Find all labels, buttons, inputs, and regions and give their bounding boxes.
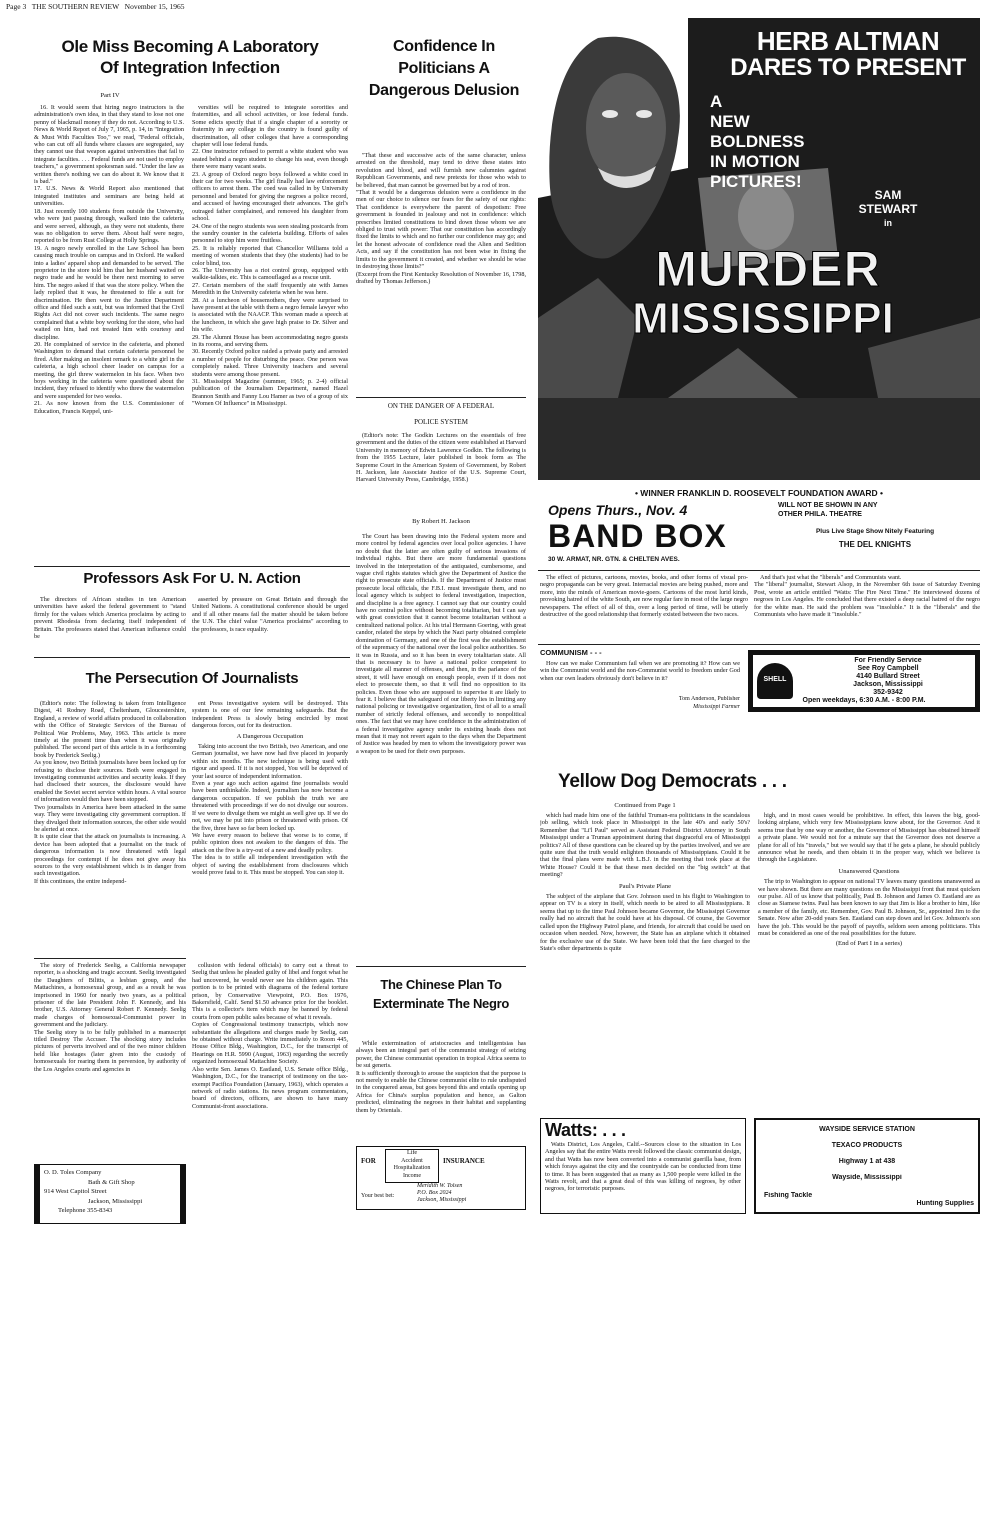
toles-ad [34,1164,186,1224]
toles-ad-text [44,1168,182,1222]
persecution-column-1 [34,700,186,952]
text-block: which had made him one of the faithful Truman-era politicians in the scandalous job selling, which took place in Mississippi in the late 40's and early 50's? Remember that "Li'l Paul" served as Assistant Federal District Attorney in South Mississippi under a Truman appointment during that disgraceful era of Mississippi politics? All of these questions can be cleared up by the parties involved, and we are quite sure that the truth would enlighten thousands of Mississippians. Could it be that the final plans were made with L.B.J. in the meeting that took place at the White House? Could it be that these men decided on the "big switch" at that meeting? [540,812,750,879]
insurance-agent [417,1183,517,1209]
confidence-body [356,152,526,392]
headline-confidence: Confidence In Politicians A Dangerous Delusion [368,38,520,99]
insurance-ad [356,1146,526,1210]
text-block: While extermination of aristocracies and intelligentsias has always been an integral part of the communist strategy of seizing power, the Chinese communist operation in tropical Africa seems to be sui generis. It is sufficiently thorough to arouse the suspicion that the purpose is not merely to enable the Chinese communist elite to rule undisputed in the conquered areas, but goes beyond this and entails opening up Africa for China's surplus population and hence, as Galton predicted, eliminating the negroes in their habitat and supplanting them by Orientals. [356,1040,526,1114]
divider [538,570,980,571]
text-block: Taking into account the two British, two American, and one German journalist, we have now had five placed in jeopardy within six months. The new technique is being used with rigour and speed. If it is not stopped, You will be deprived of your last source of independent information. Even a year ago such action against fine journalists would have been unthinkable. Indeed, journalism has now become a dangerous occupation. If we publish the truth we are threatened with proceedings if we do not divulge our sources. If we were to divulge them we might as well give up. If we do not, we may be put into prison or threatened with prison. Of the five, three have so far been locked up. We have every reason to believe that worse is to come, if public opinion does not awaken to the dangers of this. The attack on the five is a try-out of a new and deadly policy. The idea is to stifle all independent investigation with the object of saving the establishment from disclosures which would prove fatal to it. This must be stopped. You can stop it. [192,743,348,876]
movie-ad [538,18,980,480]
toles-phone: Telephone 355-8343 [58,1207,113,1214]
ole-miss-column-1 [34,104,184,561]
wayside-texaco: TEXACO PRODUCTS [831,1142,903,1149]
danger-body [356,533,526,965]
shell-ad [748,650,980,712]
movie-headline-1: HERB ALTMAN [756,26,940,56]
shell-friendly: For Friendly Service [854,657,922,664]
insurance-agent-city: Jackson, Mississippi [417,1197,467,1203]
text-block: How can we make Communism fail when we are promoting it? How can we win the Communist world and the non-Communist world to freedom under God when our own leaders obviously don't believe in it? [540,660,740,682]
wayside-ad [754,1118,980,1214]
headline-danger: ON THE DANGER OF A FEDERAL [387,402,495,410]
shell-phone: 352-9342 [873,689,903,696]
insurance-agent-name: Meridith W. Tolsen [417,1183,463,1189]
divider [356,397,526,398]
insurance-best-bet: Your best bet: [361,1193,395,1199]
signature-publication: Mississippi Farmer [693,703,740,710]
not-shown-line-1: WILL NOT BE SHOWN IN ANY [778,502,878,509]
divider [34,657,350,658]
headline-persecution: The Persecution Of Journalists [85,670,299,687]
shell-hours: Open weekdays, 6:30 A.M. - 8:00 P.M. [802,697,926,704]
text-block: asserted by pressure on Great Britain and through the United Nations. A constitutional conference should be urged and if all other means fail the matter should be taken before the U.N. The chief value "America proclaims" according to the professors, is race equality. [192,596,348,633]
danger-note [356,432,526,514]
wayside-station: WAYSIDE SERVICE STATION [819,1126,915,1133]
tagline-boldness: BOLDNESS [710,132,805,151]
text-block: The effect of pictures, cartoons, movies, books, and other forms of visual pro-negro propaganda can be very great. Interracial movies are being pushed, more and more, into the minds of American movie-goers. Cartoons of the most lurid kinds, provoking hatred of the white South, are now regular fare in most of the large negro newspapers. The effect of all of this, over a long period of time, will be utterly destructive of the good relationship that formerly existed between the two races. [540,574,748,619]
text-block: Watts District, Los Angeles, Calif.--Sources close to the situation in Los Angeles say that the entire Watts revolt followed the classic communist design, and that Watts has now been converted into a communist guerilla base, from which forays against the city and the countryside can be conducted from time to time. It has been suggested that as many as 1,500 people were killed in the Watts revolt, and that a great deal of this was killing of negroes, by other negroes, for terroristic purposes. [545,1141,741,1193]
text-block: collusion with federal officials) to carry out a threat to Seelig that unless he pleaded guilty of libel and forgot what he had uncovered, he would never see his children again. This portion is to be printed with diagrams of the federal torture prison, by Conservative Viewpoint, P.O. Box 1976, Bakersfield, Calif. Send $1.50 advance price for the booklet. This is a collector's item which may be banned by federal courts from open public sales because of what it reveals. Copies of Congressional testimony transcripts, which now substantiate the allegations and charges made by Seelig, can be obtained without charge. Write immediately to Room 445, House Office Bldg., Washington, D.C., for the transcript of Hearings on H.R. 5990 (August, 1963) regarding the secretly organized homosexual Mattachine Society. Also write Sen. James O. Eastland, U.S. Senate office Bldg., Washington, D.C., for the transcript of testimony on the tax-exempt Pacifica Foundation (January, 1963), which operates a network of radio stations. Its news program commentators, board of directors, officers, are shown to have many Communist-front associations. [192,962,348,1110]
communism-headline: COMMUNISM - - - [540,648,602,657]
persecution-column-2 [192,700,348,956]
movie-tagline [710,92,870,202]
professors-column-1 [34,596,186,654]
communism-body [540,660,740,694]
movie-title-1: MURDER [655,241,881,296]
tagline-a: A [710,92,723,111]
ole-miss-column-2 [192,104,348,629]
movie-band: THE DEL KNIGHTS [838,540,912,549]
shell-logo [757,663,793,699]
effect-column-1 [540,574,748,642]
not-shown-line-2: OTHER PHILA. THEATRE [778,510,862,518]
movie-star [838,188,938,240]
star-first-name: SAM [874,188,902,202]
masthead: Page 3 THE SOUTHERN REVIEW November 15, 1965 [6,2,185,11]
divider [356,966,526,967]
toles-city: Jackson, Mississippi [88,1197,143,1205]
insurance-income: Income [403,1172,421,1179]
divider [538,644,980,645]
tagline-in-motion: IN MOTION [710,152,800,171]
insurance-accident: Accident [401,1157,423,1164]
text-block: The trip to Washington to appear on national TV leaves many questions unanswered as we have shown. But there are many questions on the Mississippi front that must quicken our pulse. All of us know that politically, Paul B. Johnson and James O. Eastland are as close as Siamese twins. Paul has been known to say that Jim is like a brother to him, like a member of the family, etc. Remember, Gov. Paul B. Johnson, Sr., appointed Jim to the Senate. Now after 20-odd years Sen. Eastland can step down and let Gov. Johnson's son have the job. This would be the payoff of payoffs, seldom seen among politicians. This must be considered as one of the real possibilities for the future. [758,878,980,938]
insurance-life: Life [407,1150,417,1156]
headline-professors: Professors Ask For U. N. Action [83,570,301,587]
text-block: (Editor's note: The Godkin Lectures on the essentials of free government and the duties of the citizen were established at Harvard University in memory of Edwin Lawrence Godkin. The following is from the 1955 Lecture, later published in book form as The Supreme Court in the American System of Government, by Robert H. Jackson, late Associate Justice of the U.S. Supreme Court, Harvard University Press, Cambridge, 1958.) [356,432,526,484]
end-of-part: (End of Part I in a series) [835,939,903,947]
chinese-body [356,1040,526,1140]
movie-opens: Opens Thurs., Nov. 4 [548,502,688,518]
text-block: The directors of African studies in ten American universities have asked the federal government to "stand firmly for the values which America proclaims by acting to prevent Rhodesia from declaring itself independent of Britain. The professors stated that American influence could be [34,596,186,641]
headline-ole-miss: Ole Miss Becoming A Laboratory Of Integration Infection [61,37,319,77]
wayside-highway: Highway 1 at 438 [838,1158,896,1165]
wayside-hunting: Hunting Supplies [916,1200,974,1207]
seelig-column-1 [34,962,186,1162]
byline-jackson: By Robert H. Jackson [412,518,470,525]
tagline-pictures: PICTURES! [710,172,802,191]
text-block: (Editor's note: The following is taken from Intelligence Digest, 41 Rodney Road, Cheltenham, Gloucestershire, England, a review of world affairs produced in collaboration with the Office of Strategic Services of the Bureau of Political War Problems, May, 1963. This article is more timely at the present time than when it was originally published. The second part of this article is in a forthcoming book by Frederick Seelig.) As you know, two British journalists have been locked up for refusing to disclose their sources. Both were engaged in investigating communist activities and security leaks. If they had disclosed their sources, the disclosure would have enabled the Soviet secret service within hours. A vital source of information would then have been stopped. Two journalists in America have been attacked in the same way. They were investigating city government corruption. If they divulged their information sources, the other side would be alerted at once. It is quite clear that the attack on journalists is increasing. A device has been adopted that a journalist on the track of dangerous information is now threatened with legal proceedings for contempt if he does not give away his sources to the very establishment which is in danger from such investigation. If this continues, the entire independ- [34,700,186,885]
movie-not-shown [778,502,978,522]
star-in: in [884,218,892,228]
star-last-name: STEWART [858,202,918,216]
movie-headline-2: DARES TO PRESENT [730,54,966,81]
watts-box [540,1118,746,1214]
insurance-label: INSURANCE [443,1157,485,1165]
signature-name: Tom Anderson, Publisher [678,696,740,702]
toles-company: O. D. Toles Company [44,1169,102,1176]
part-label: Part IV [100,92,120,99]
theater-address: 30 W. ARMAT, NR. GTN. & CHELTEN AVES. [548,556,680,563]
headline-chinese: The Chinese Plan To Exterminate The Negro [372,977,509,1011]
insurance-agent-box: P.O. Box 2024 [417,1190,452,1196]
toles-shop: Bath & Gift Shop [88,1178,135,1186]
continued-from: Continued from Page 1 [614,802,676,809]
shell-logo-text: SHELL [763,676,787,683]
insurance-types [385,1149,439,1183]
text-block: ent Press investigative system will be destroyed. This system is one of our few remaining safeguards. But the independent Press is slowly being encircled by most dangerous forces, out for its destruction. [192,700,348,730]
text-block: The story of Frederick Seelig, a California newspaper reporter, is a shocking and tragic account. Seelig investigated the Daughters of Bilitis, a lesbian group, and the Mattachines, a homosexual group, and as a result he was imprisoned in 1960 for nearly two years, as a political prisoner of the late President John F. Kennedy, and his brother, U.S. Attorney General Robert F. Kennedy. Seelig made charges of homosexual-Communist power in government and the judiciary. The Seelig story is to be fully published in a manuscript titled Destroy The Accuser. The shocking story includes pictures of perverts involved and of the two minor children held like hostages (later given into the custody of homosexuals for rearing them in perversion, by authority of the Los Angeles courts and agencies in [34,962,186,1073]
wayside-fishing: Fishing Tackle [764,1192,813,1199]
movie-title-2: MISSISSIPPI [632,294,894,343]
movie-award: • WINNER FRANKLIN D. ROOSEVELT FOUNDATION AWARD • [634,488,884,498]
shell-street: 4140 Bullard Street [856,673,920,680]
subhead-unanswered: Unanswered Questions [838,867,900,875]
effect-column-2 [754,574,980,642]
text-block: 16. It would seem that hiring negro instructors is the administration's own idea, in that they stand to lose not one penny of blackmail money if they do not. According to U.S. News & World Report of July 7, 1965, p. 14, in "Integration & Must With Faculties Too," we read, "Federal officials, who can cut off all funds where classes are segregated, say they cannot use that weapon against universities that fail to integrate faculties. . . . Federal funds are not used to employ teachers," a government spokesman said. "Under the law as written there's nothing we can do about it. We know that it is bad." 17. U.S. News & World Report also mentioned that integrated institutes and seminars are being held at universities. 18. Just recently 100 students from outside the University, who were just passing through, walked into the cafeteria and were served, although, as they were not students, there was no obligation to serve them. About half were negro, reported to be from Rust College at Holly Springs. 19. A negro newly enrolled in the Law School has been causing much trouble on campus and in Oxford. He walked into a ladies' apparel shop and demanded to be served. The proprietor in the store told him that her husband waited on negro trade and he would be there next morning to serve him. The negro asked if that was the store policy. When the lady replied that it was, he threatened to file a suit for discrimination. He then went to the Justice Department office and filed such a suit, but was informed that the Civil Rights Act did not cover such incidents. The same negro complained that a white boy working for the store, who had waited on him, had not treated him with courtesy and discipline. 20. He complained of service in the cafeteria, and phoned Washington to demand that certain cafeteria personnel be fired. After making an insolent remark to a white girl in the cafeteria, a high school cheer leader on campus for a meeting, the girl threw watermelon in his face. When two boys working in the cafeteria were questioned about the incident, they refused to identify who threw the watermelon and were suspended for two weeks. 21. As now known from the U.S. Commissioner of Education, Francis Keppel, uni- [34,104,184,415]
subhead-private-plane: Paul's Private Plane [618,882,672,890]
watts-body [545,1141,741,1213]
text-block: versities will be required to integrate sororities and fraternities, and all school activities, or lose federal funds. Some edicts specify that if a single chapter of a sorority or fraternity in any college in the country is found guilty of discrimination, all other colleges that have a corresponding chapter will lose federal funds. 22. One instructor refused to permit a white student who was seated behind a negro student to change his seat, even though there were many vacant seats. 23. A group of Oxford negro boys followed a white coed in their car for two weeks. The girl finally had law enforcement officers to arrest them. The coed was called in by University personnel and berated for giving the negroes a police record, and accused of having encouraged their advances. The girl's outraged father complained, and removed his daughter from school. 24. One of the negro students was seen stealing postcards from the sundry counter in the cafeteria building. Efforts of sales personnel to stop him were fruitless. 25. It is reliably reported that Chancellor Williams told a meeting of women students that they (the students) had to be color blind, too. 26. The University has a riot control group, equipped with walkie-talkies, etc. This is camouflaged as a rescue unit. 27. Certain members of the staff frequently ate with James Meredith in the University cafeteria when he was here. 28. At a luncheon of housemothers, they were surprised to have present at the table with them a negro female lawyer who is associated with the NAACP. This woman made a speech at the luncheon, in which she gave high praise to Dr. Silver and his wife. 29. The Alumni House has been accommodating negro guests in its rooms, and serving them. 30. Recently Oxford police raided a private party and arrested a number of people for disturbing the peace. One person was completely naked. Three University teachers and several students were among those present. 31. Mississippi Magazine (summer, 1965; p. 2-4) official publication of the Journalism Department, named Hazel Brannon Smith and Fanny Lou Hamer as two of a group of six "Women Of Influence" in Mississippi. [192,104,348,408]
wayside-city: Wayside, Mississippi [832,1174,902,1181]
toles-street: 914 West Capitol Street [44,1188,107,1195]
seelig-column-2 [192,962,348,1210]
communism-signature [600,696,740,714]
movie-plus: Plus Live Stage Show Nitely Featuring [815,528,935,535]
text-block: "That these and successive acts of the same character, unless arrested on the threshold, may tend to drive these states into revolution and blood, and will furnish new calumnies against Republican Governments, and new pretexts for those who wish to be believed, that man cannot be governed but by a rod of iron. "That it would be a dangerous delusion were a confidence in the men of our choice to silence our fears for the safety of our rights: That confidence is everywhere the parent of despotism: Free government is founded in jealousy and not in confidence: which prescribes limited constitutions to bind down those whom we are obliged to trust with power: That our constitution has accordingly fixed the limits to which and no further our confidence may go; and let the honest advocate of confidence read the Alien and Sedition Acts, and say if the constitution has not been wise in fixing the limits to the government it created, and whether we should be wise in destroying those limits?" (Excerpt from the First Kentucky Resolution of November 16, 1798, drafted by Thomas Jefferson.) [356,152,526,285]
text-block: And that's just what the "liberals" and Communists want. The "liberal" journalist, Stewart Alsop, in the November 6th issue of Saturday Evening Post, wrote an article entitled "Watts: The Fire Next Time." He interviewed dozens of negroes in Los Angeles. He concluded that there existed a deep racial hatred of the negro for the white man. He said the problem was "insoluble." It is the "liberals" and the Communists who have made it "insoluble." [754,574,980,619]
shell-city: Jackson, Mississippi [853,681,923,688]
insurance-hospitalization: Hospitalization [393,1165,431,1171]
shell-see: See Roy Campbell [857,665,919,672]
subhead-dangerous-occupation: A Dangerous Occupation [236,732,304,740]
theater-name: BAND BOX [548,518,727,554]
divider [34,566,350,567]
headline-watts: Watts: . . . [545,1120,626,1140]
headline-yellow-dog: Yellow Dog Democrats . . . [558,771,787,792]
yellow-dog-column-2 [758,812,980,1112]
text-block: The subject of the airplane that Gov. Johnson used in his flight to Washington to appear on TV is a story in itself, which needs to be aired to all Mississippians. It seems that up to the time Paul Johnson became Governor, the Mississippi Governor really had no aircraft that he could have at his disposal. Of course, the Governor called upon the Highway Patrol plane, and friends, for aircraft that could be used on occasion when needed. Now, however, the State has an airplane which it obtained for the exclusive use of the State. We have been told that the fare charged to the State's other departments is quite [540,893,750,952]
headline-danger-2: POLICE SYSTEM [414,418,468,426]
text-block: high, and in most cases would be prohibitive. In effect, this leaves the big, good-looking airplane, which very few Mississippians know about, for the Governor. And it seems true that by one way or another, the Governor of Mississippi has obtained himself a private plane. We would not for a minute say that the Governor does not deserve a plane for all of his "travels," but we would say that if he gets a plane, he should publicly announce what he needs, and then obtain it in the proper way, which we believe is through the Legislature. [758,812,980,864]
insurance-for: FOR [361,1157,376,1165]
tagline-new: NEW [710,112,750,131]
divider [34,958,186,959]
professors-column-2 [192,596,348,654]
text-block: The Court has been drawing into the Federal system more and more control by federal agencies over local police agencies. I have no doubt that the latter are often guilty of serious invasions of individual rights. But there are more fundamental questions involved in the interpretation of the antiquated, cumbersome, and vague civil rights statutes which give the Department of Justice the right to prosecute state officials. If the Department of Justice must prosecute local officials, the F.B.I. must investigate them, and no local agency which is subject to federal investigation, inspection, and discipline is a free agency. I cannot say that our country could have no central police without becoming totalitarian, but I can say with great conviction that it cannot become totalitarian without a centralized national police. At his trial Hermann Goering, with great candor, related the steps by which the Nazi party obtained complete domination of Germany, and one of the first was the establishment of the supremacy of the national over the local police authorities. So it was in Russia, and so it has been in every totalitarian state. All that is necessary is to have a national police competent to investigate all manner of offenses, and then, in the parlance of the street, it will have enough on enough people, even if it does not elect to prosecute them, so that it will find no opposition to its policies. Even those who are supposed to supervise it are likely to fear it. I believe that the safeguard of our liberty lies in limiting any national policing or investigative organization, first of all to a small number of strictly federal offenses, and secondly to nonpolitical ones. The fact that we may have confidence in the administration of a federal investigative agency under its existing heads does not mean that it may not revert again to the days when the Department of Justice was headed by men to whom the investigatory power was a weapon to be used for their own purposes. [356,533,526,755]
yellow-dog-column-1 [540,812,750,1114]
